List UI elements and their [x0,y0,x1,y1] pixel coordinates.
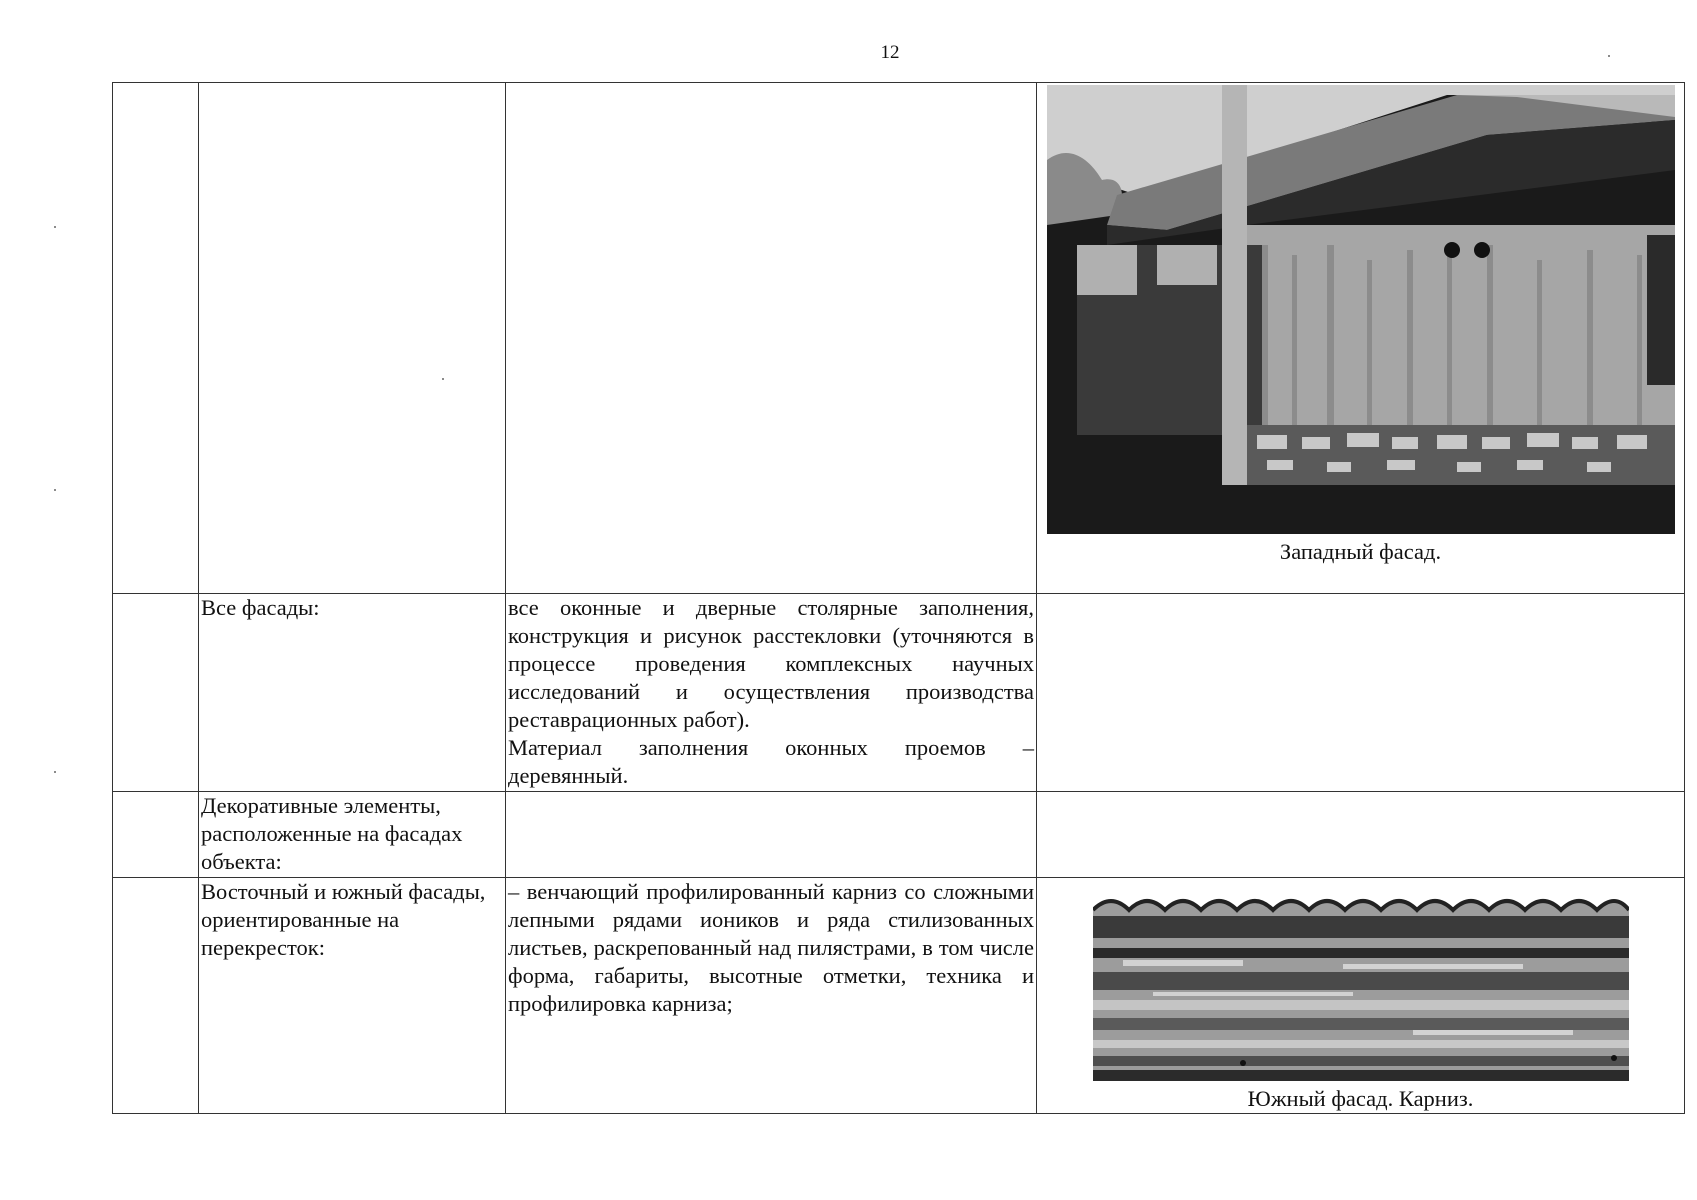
element-name-cell: Все фасады: [199,594,506,792]
element-name-cell: Восточный и южный фасады, ориентированные на перекресток: [199,878,506,1114]
photo-cell [1037,83,1685,594]
scan-speck [54,226,56,228]
table-row [113,878,1685,1114]
photo-west-facade-icon [1047,85,1675,534]
photo-cell [1037,792,1685,878]
element-name-cell: Декоративные элементы, расположенные на фасадах объекта: [199,792,506,878]
table-row [113,792,1685,878]
scan-speck [1608,55,1610,57]
photo-caption: Западный фасад. [1279,539,1442,564]
description-cell [506,878,1037,1114]
description-cell [506,594,1037,792]
monument-elements-table [112,82,1685,1114]
photo-cell [1037,878,1685,1114]
row-index-cell [113,792,199,878]
row-index-cell [113,83,199,594]
table-row [113,594,1685,792]
scan-speck [442,378,444,380]
description-cell [506,83,1037,594]
page-number: 12 [880,42,900,63]
description-paragraph: – венчающий профилированный карниз со сложными лепными рядами иоников и ряда стилизованных листьев, раскрепованный над пилястрами, в том числе форма, габариты, высотные отметки, техника и профилировка карниза; [508,879,1034,1016]
scan-speck [54,489,56,491]
table-row [113,83,1685,594]
photo-caption: Южный фасад. Карниз. [1247,1086,1474,1111]
row-index-cell [113,878,199,1114]
row-index-cell [113,594,199,792]
description-paragraph: все оконные и дверные столярные заполнения, конструкция и рисунок расстекловки (уточняются в процессе проведения комплексных научных исследований и осуществления производства реставрационных работ). [508,595,1034,732]
photo-south-cornice-icon [1093,880,1629,1081]
photo-cell [1037,594,1685,792]
scan-speck [54,771,56,773]
description-paragraph: Материал заполнения оконных проемов – деревянный. [508,735,1034,788]
element-name-cell [199,83,506,594]
description-cell [506,792,1037,878]
